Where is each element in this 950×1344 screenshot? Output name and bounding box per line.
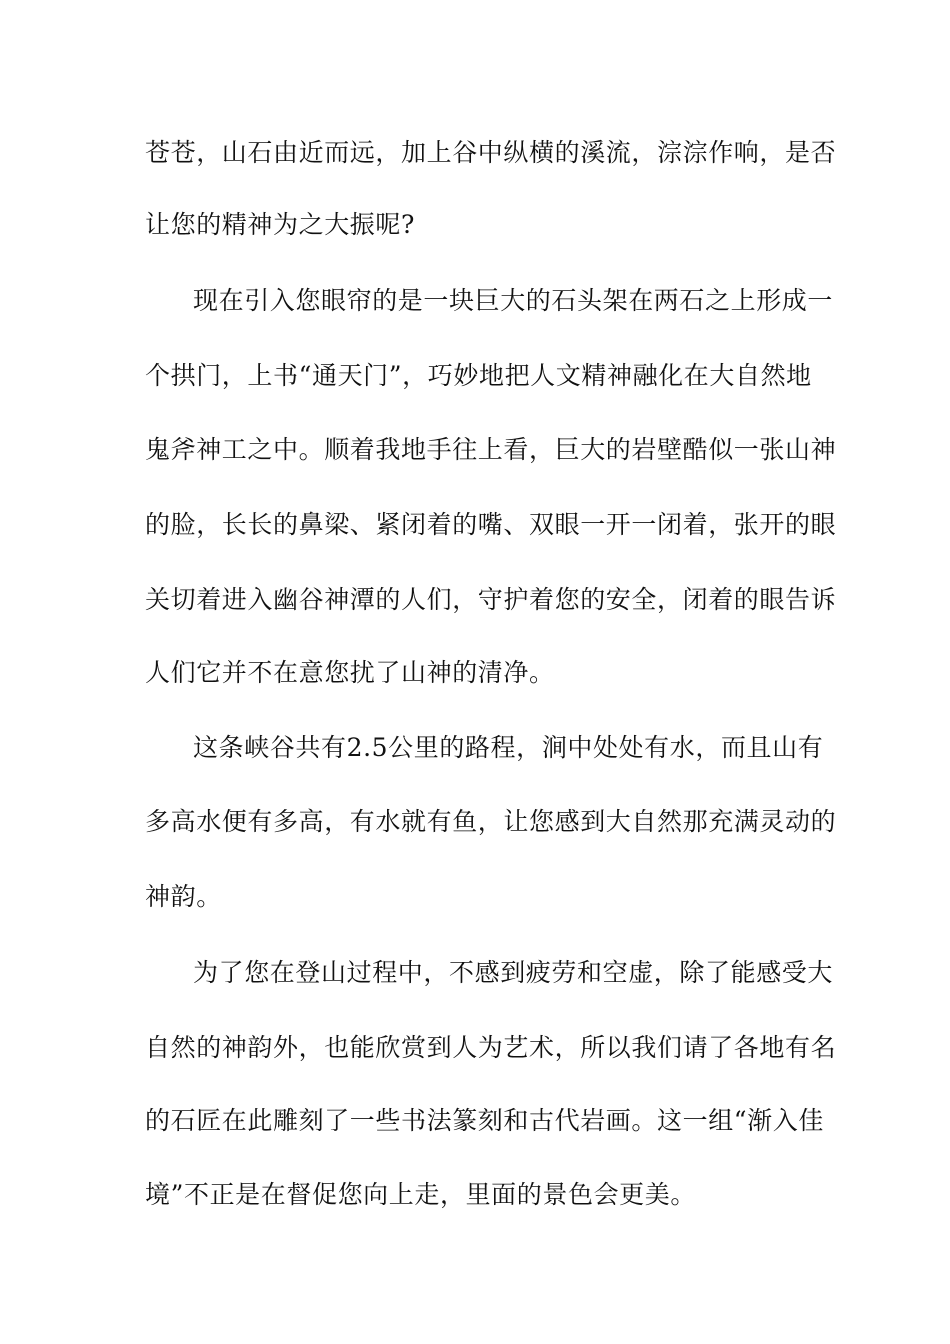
paragraph-first-line: 为了您在登山过程中，不感到疲劳和空虚，除了能感受大 [193, 958, 834, 987]
text-line: 个拱门，上书“通天门”，巧妙地把人文精神融化在大自然地 [145, 361, 812, 390]
text-line: 人们它并不在意您扰了山神的清净。 [145, 658, 555, 687]
text-line: 的石匠在此雕刻了一些书法篆刻和古代岩画。这一组“渐入佳 [145, 1106, 824, 1135]
text-line: 让您的精神为之大振呢? [145, 210, 416, 239]
text-line: 境”不正是在督促您向上走，里面的景色会更美。 [145, 1180, 696, 1209]
paragraph-first-line: 这条峡谷共有2.5公里的路程，涧中处处有水，而且山有 [193, 733, 824, 762]
text-line: 的脸，长长的鼻梁、紧闭着的嘴、双眼一开一闭着，张开的眼 [145, 510, 837, 539]
text-line: 苍苍，山石由近而远，加上谷中纵横的溪流，淙淙作响，是否 [145, 138, 837, 167]
text-line: 关切着进入幽谷神潭的人们，守护着您的安全，闭着的眼告诉 [145, 585, 837, 614]
text-line: 鬼斧神工之中。顺着我地手往上看，巨大的岩壁酷似一张山神 [145, 435, 837, 464]
text-line: 多高水便有多高，有水就有鱼，让您感到大自然那充满灵动的 [145, 807, 837, 836]
text-line: 自然的神韵外，也能欣赏到人为艺术，所以我们请了各地有名 [145, 1033, 837, 1062]
paragraph-first-line: 现在引入您眼帘的是一块巨大的石头架在两石之上形成一 [193, 286, 834, 315]
text-line: 神韵。 [145, 882, 222, 911]
